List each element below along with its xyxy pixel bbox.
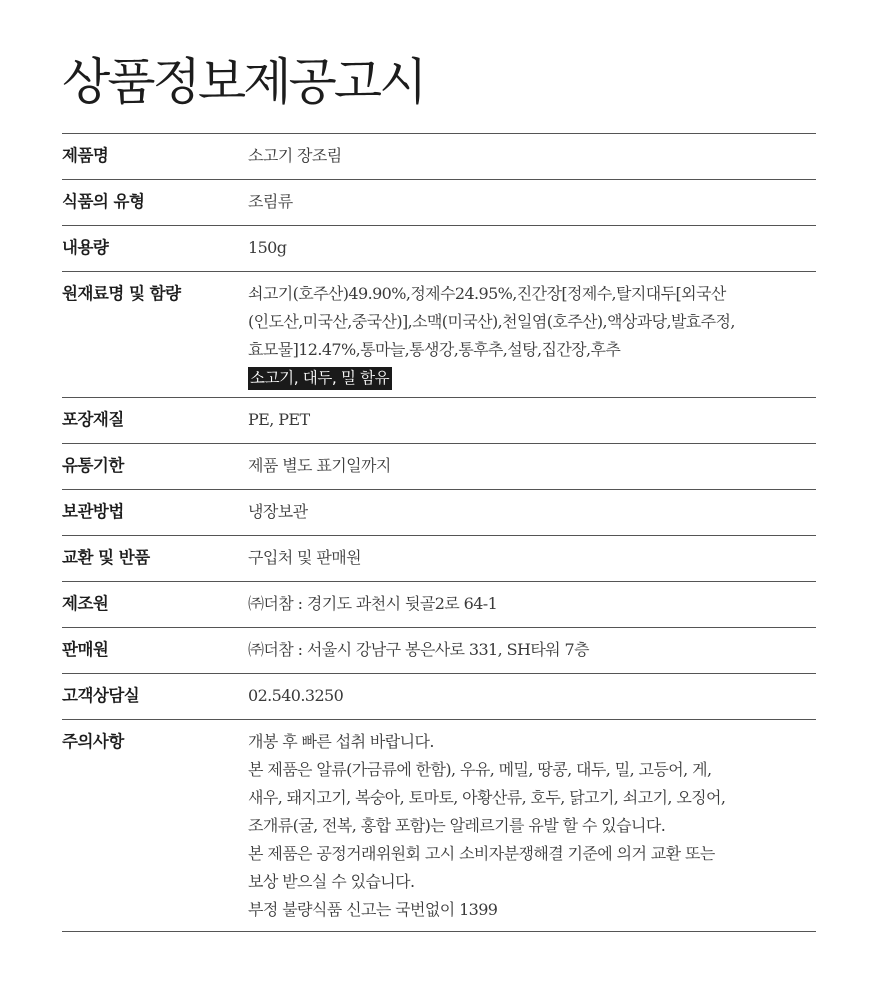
row-label: 주의사항 xyxy=(62,732,124,751)
row-label: 식품의 유형 xyxy=(62,192,145,211)
table-row xyxy=(62,134,816,180)
row-value-line: 조림류 xyxy=(248,192,293,211)
row-value-line: 본 제품은 알류(가금류에 한함), 우유, 메밀, 땅콩, 대두, 밀, 고등어, 게, xyxy=(248,760,712,779)
row-value-line: 새우, 돼지고기, 복숭아, 토마토, 아황산류, 호두, 닭고기, 쇠고기, 오징어, xyxy=(248,788,726,807)
row-value-line: 보상 받으실 수 있습니다. xyxy=(248,872,415,891)
row-value xyxy=(248,628,816,673)
page-title: 상품정보제공고시 xyxy=(62,53,425,111)
row-value-line: ㈜더참 : 서울시 강남구 봉은사로 331, SH타워 7층 xyxy=(248,640,589,659)
row-label: 포장재질 xyxy=(62,410,124,429)
row-label: 제조원 xyxy=(62,594,109,613)
row-value-line: 소고기 장조림 xyxy=(248,146,342,165)
row-value xyxy=(248,180,816,225)
table-row xyxy=(62,398,816,444)
table-row xyxy=(62,628,816,674)
table-row xyxy=(62,536,816,582)
row-value-line: (인도산,미국산,중국산)],소맥(미국산),천일염(호주산),액상과당,발효주정, xyxy=(248,312,735,331)
row-value xyxy=(248,134,816,179)
table-row xyxy=(62,674,816,720)
allergy-badge: 소고기, 대두, 밀 함유 xyxy=(248,367,392,390)
table-row xyxy=(62,180,816,226)
product-info-table xyxy=(62,133,816,932)
row-value-line: 조개류(굴, 전복, 홍합 포함)는 알레르기를 유발 할 수 있습니다. xyxy=(248,816,666,835)
row-label: 제품명 xyxy=(62,146,109,165)
row-value xyxy=(248,398,816,443)
row-value xyxy=(248,490,816,535)
row-value-line: 개봉 후 빠른 섭취 바랍니다. xyxy=(248,732,434,751)
row-value-line: 제품 별도 표기일까지 xyxy=(248,456,391,475)
row-value xyxy=(248,226,816,271)
table-row xyxy=(62,720,816,932)
row-value-line: 쇠고기(호주산)49.90%,정제수24.95%,진간장[정제수,탈지대두[외국산 xyxy=(248,284,726,303)
table-row xyxy=(62,272,816,398)
table-row xyxy=(62,226,816,272)
row-label: 보관방법 xyxy=(62,502,124,521)
row-value xyxy=(248,582,816,627)
row-label: 교환 및 반품 xyxy=(62,548,150,567)
table-row xyxy=(62,490,816,536)
table-row xyxy=(62,444,816,490)
row-value-line: 부정 불량식품 신고는 국번없이 1399 xyxy=(248,900,498,919)
row-label: 고객상담실 xyxy=(62,686,140,705)
row-label: 유통기한 xyxy=(62,456,124,475)
row-value-line: 02.540.3250 xyxy=(248,686,344,705)
row-label: 판매원 xyxy=(62,640,109,659)
table-row xyxy=(62,582,816,628)
row-value xyxy=(248,674,816,719)
row-value-line: 150g xyxy=(248,238,287,257)
row-value xyxy=(248,444,816,489)
row-label: 내용량 xyxy=(62,238,109,257)
row-value-line: ㈜더참 : 경기도 과천시 뒷골2로 64-1 xyxy=(248,594,498,613)
row-value-line: PE, PET xyxy=(248,410,310,429)
row-value xyxy=(248,272,816,397)
row-value-line: 구입처 및 판매원 xyxy=(248,548,361,567)
row-value xyxy=(248,720,816,931)
row-value xyxy=(248,536,816,581)
allergy-line xyxy=(248,367,816,395)
row-value-line: 본 제품은 공정거래위원회 고시 소비자분쟁해결 기준에 의거 교환 또는 xyxy=(248,844,715,863)
row-value-line: 효모물]12.47%,통마늘,통생강,통후추,설탕,집간장,후추 xyxy=(248,340,621,359)
row-label: 원재료명 및 함량 xyxy=(62,284,181,303)
row-value-line: 냉장보관 xyxy=(248,502,308,521)
